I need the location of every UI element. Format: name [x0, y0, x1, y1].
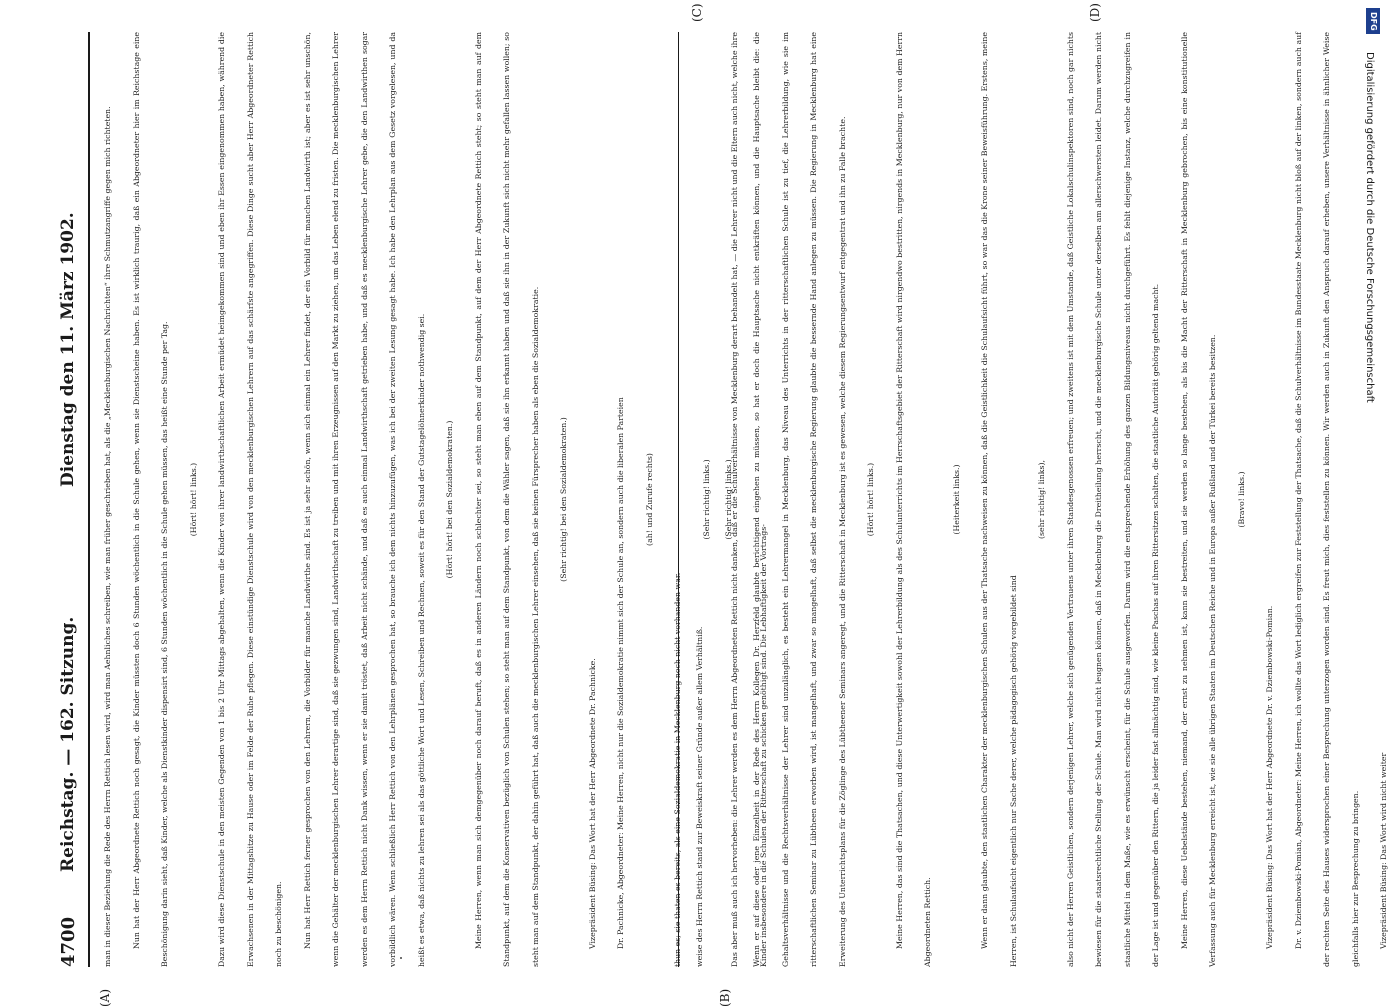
paragraph: thun es; sie thaten es bereits, als eine Sozialdemokratie in Mecklenburg noch nicht vorhanden war.: [673, 572, 682, 967]
paragraph: Dr. v. Dziembowski-Pomian, Abgeordneter: Meine Herren, ich wollte das Wort lediglich ergreifen zur Feststellung der Thatsache, daß die Schulverhältnisse im Bundesstaate Mecklenburg nicht bloß auf der linken, sondern auch auf der rechten Seite des Hauses widersprochen einer Besprechung unterzogen worden sind. Es freut mich, dies feststellen zu können. Wir werden auch in Zukunft den Anspruch darauf erheben, unsere Verhältnisse in ähnlicher Weise gleichfalls hier zur Besprechung zu bringen.: [1293, 32, 1360, 967]
paragraph: Vizepräsident Büsing: Das Wort hat der Herr Abgeordnete Dr. Pachnicke.: [587, 658, 597, 949]
paragraph: Dr. Pachnicke, Abgeordneter: Meine Herren, nicht nur die Sozialdemokratie nimmt sich der Schule an, sondern auch die liberalen Parteien: [616, 397, 625, 949]
paragraph: Dazu wird diese Dienstschule in den meisten Gegenden von 1 bis 2 Uhr Mittags abgehalten, wenn die Kinder von ihrer landwirthschaftlichen Arbeit ermüdet heimgekommen sind und eben ihr Essen eingenommen haben, während die Erwachsenen in der Mittagshitze zu Hause oder im Felde der Ruhe pflegen. Diese einstündige Dienstschule wird von den mecklenburgischen Lehrern auf das schärfste angegriffen. Diese Dinge sucht aber Herr Abgeordneter Rettich noch zu beschönigen.: [217, 32, 283, 967]
interjection: (Hört! hört! links.): [866, 462, 875, 537]
paragraph: Wenn er dann glaubte, den staatlichen Charakter der mecklenburgischen Schulen aus der Thatsache nachweisen zu können, daß die Geistlichkeit die Schulaufsicht führt, so war das die Krone seiner Beweisführung. Erstens, meine Herren, ist Schulaufsicht eigentlich nur Sache derer, welche pädagogisch gehörig vorgebildet sind: [980, 32, 1018, 967]
paragraph: also nicht der Herren Geistlichen, sondern derjenigen Lehrer, welche sich genügenden Vertrauens unter ihren Standesgenossen erfreuen; und zweitens ist mit dem Umstande, daß Geistliche Lokalschulinspektoren sind, noch gar nichts bewiesen für die staatsrechtliche Stellung der Schule. Man wird nicht leugnen können, daß in Mecklenburg die Dreitheilung herrscht, und die mecklenburgische Schule unter derselben am allerschwersten leidet. Darum werden nicht staatliche Mittel in dem Maße, wie es erwünscht erscheint, für die Schule ausgeworfen. Darum wird die entsprechende Erhöhung des ganzen Bildungsniveaus nicht durchgeführt. Es fehlt diejenige Instanz, welche durchzugreifen in der Lage ist und gegenüber den Rittern, die ja leider fast allmächtig sind, wie kleine Paschas auf ihren Rittersitzen schalten, die staatliche Autorität gehörig geltend macht.: [1065, 32, 1160, 967]
paragraph: Das aber muß auch ich hervorheben: die Lehrer werden es dem Herrn Abgeordneten Rettich nicht danken, daß er die Schulverhältnisse von Mecklenburg derart behandelt hat, — die Lehrer nicht und die Eltern auch nicht, welche ihre Kinder insbesondere in die Schulen der Ritterschaft zu schicken genöthigt sind. Die Lebhaftigkeit der Vortrags-: [730, 32, 768, 967]
paragraph: Wenn er auf diese oder jene Einzelheit in der Rede des Herrn Kollegen Dr. Herzfeld glaubte berichtigend eingehen zu müssen, so hat er doch die Hauptsache nicht entkräften können, und die Hauptsache bleibt die: die Gehaltsverhältnisse und die Rechtsverhältnisse der Lehrer sind unzulänglich, es besteht ein Lehrermangel in Mecklenburg, das Niveau des Unterrichts in der ritterschaftlichen Schule ist zu tief, die Lehrerbildung, wie sie im ritterschaftlichen Seminar zu Lübtheen erworben wird, ist mangelhaft, und zwar so mangelhaft, daß selbst die mecklenburgische Regierung glaubte die bessernde Hand anlegen zu müssen. Die Regierung in Mecklenburg hat eine Erweiterung des Unterrichtsplans für die Zöglinge des Lübtheener Seminars angeregt, und die Ritterschaft in Mecklenburg ist es gewesen, welche diesem Regierungsentwurf entgegentrat und ihn zu Falle brachte.: [752, 32, 847, 967]
paragraph: Meine Herren, wenn man sich demgegenüber noch darauf beruft, daß es in anderen Ländern noch schlechter sei, so steht man eben auf dem Standpunkt, auf dem der Herr Abgeordnete Rettich steht; so steht man auf dem Standpunkt, auf dem die Konservativen bezüglich von Schulen stehen; so steht man auf dem Standpunkt, von dem die Wähler sagen, daß sie ihn erkannt haben und daß sie ihn in der Zukunft sich nicht mehr gefallen lassen wollen; so steht man auf dem Standpunkt, der dahin geführt hat, daß auch die mecklenburgischen Lehrer einsehen, daß sie keinen Fürsprecher haben als eben die Sozialdemokratie.: [473, 32, 540, 967]
paragraph: man in dieser Beziehung die Rede des Herrn Rettich lesen wird, wird man Aehnliches schreiben, wie man früher geschrieben hat, als die „Mecklenburgischen Nachrichten“ ihre Schmutzangriffe gegen mich richteten.: [103, 106, 112, 967]
paragraph: Meine Herren, das sind die Thatsachen, und diese Unterwertigkeit sowohl der Lehrerbildung als des Schulunterrichts im Herrschaftsgebiet der Ritterschaft wird nirgendwo bestritten, nirgends in Mecklenburg, nur von dem Herrn Abgeordneten Rettich.: [894, 32, 932, 967]
digitization-text: Digitalisierung gefördert durch die Deutsche Forschungsgemeinschaft: [1364, 52, 1375, 403]
interjection: (sehr richtig! links),: [1037, 460, 1046, 539]
interjection: (Heiterkeit links.): [951, 464, 961, 535]
interjection: (Bravo! links.): [1236, 471, 1246, 528]
interjection: (ah! und Zurufe rechts): [644, 453, 654, 546]
paragraph: Nun hat Herr Rettich ferner gesprochen von den Lehrern, die Vorbilder für manche Landwirthe sind. Es ist ja sehr schön, wenn sich einmal ein Lehrer findet, der ein Vorbild für manchen Landwirth ist; aber es ist sehr unschön, wenn die Gehälter der mecklenburgischen Lehrer derartige sind, daß sie gezwungen sind, Landwirthschaft zu treiben und mit ihren Erzeugnissen auf den Markt zu ziehen, um das Leben elend zu fristen. Die mecklenburgischen Lehrer werden es dem Herrn Rettich nicht Dank wissen, wenn er sie damit tröstet, daß Arbeit nicht schände, und daß es auch einmal Landwirthschaft getrieben habe, und daß es mecklenburgische Lehrer gebe, die den Landwirthen sogar vorbildlich wären. Wenn schließlich Herr Rettich von den Lehrplänen gesprochen hat, so brauche ich dem nichts hinzuzufügen, was ich bei der zweiten Lesung gesagt habe. Ich habe den Lehrplan aus dem Gesetz vorgelesen, und da heißt es etwa, daß nichts zu lehren sei als das göttliche Wort und Lesen, Schreiben und Rechnen, soweit es für den Stand der Gutstagelöhnerkinder nothwendig sei.: [302, 32, 426, 967]
session-title: Reichstag. — 162. Sitzung.: [58, 616, 78, 872]
column-divider: [678, 32, 679, 967]
dfg-logo: DFG: [1366, 8, 1380, 34]
paragraph: Vizepräsident Büsing: Das Wort hat der Herr Abgeordnete Dr. v. Dziembowski-Pomian.: [1265, 605, 1274, 949]
interjection: (Sehr richtig! bei den Sozialdemokraten.): [559, 417, 568, 582]
paragraph: Nun hat der Herr Abgeordnete Rettich noch gesagt, die Kinder müssten doch 6 Stunden wöchentlich in die Schule gehen, wenn sie Dienstscheine haben. Es ist wirklich traurig, daß ein Abgeordneter hier im Reichstage eine Beschönigung darin sieht, daß Kinder, welche als Dienstkinder dispensirt sind, 6 Stunden wöchentlich in die Schule gehen müssen, das heißt eine Stunde per Tag.: [131, 32, 169, 967]
page-header: [58, 32, 90, 967]
session-date: Dienstag den 11. März 1902.: [58, 212, 78, 487]
margin-letter-a: (A): [98, 988, 112, 1007]
page-number: 4700: [58, 916, 79, 967]
digitization-note: [1362, 12, 1376, 912]
interjection: (Sehr richtig! links.): [701, 459, 711, 540]
interjection: (Hört! hört! bei den Sozialdemokraten.): [445, 420, 454, 579]
margin-letter-b: (B): [718, 988, 732, 1007]
margin-letter-c: (C): [690, 3, 704, 22]
margin-letter-d: (D): [1088, 3, 1102, 22]
interjection: (Sehr richtig! links.): [723, 459, 733, 540]
paragraph: weise des Herrn Rettich stand zur Beweiskraft seiner Gründe außer allem Verhältniß.: [695, 626, 704, 967]
paragraph: Vizepräsident Büsing: Das Wort wird nicht weiter: [1379, 752, 1388, 949]
scan-speck: [400, 957, 402, 959]
paragraph: Meine Herren, diese Uebelstände bestehen, niemand, der ernst zu nehmen ist, kann sie bestreiten, und sie werden so lange bestehen, als bis die Macht der Ritterschaft in Mecklenburg gebrochen, bis eine konstitutionelle Verfassung auch für Mecklenburg erreicht ist, wie sie alle übrigen Staaten im Deutschen Reiche und in Europa außer Rußland und der Türkei bereits besitzen.: [1179, 32, 1217, 967]
interjection: (Hört! hört! links.): [188, 462, 198, 537]
